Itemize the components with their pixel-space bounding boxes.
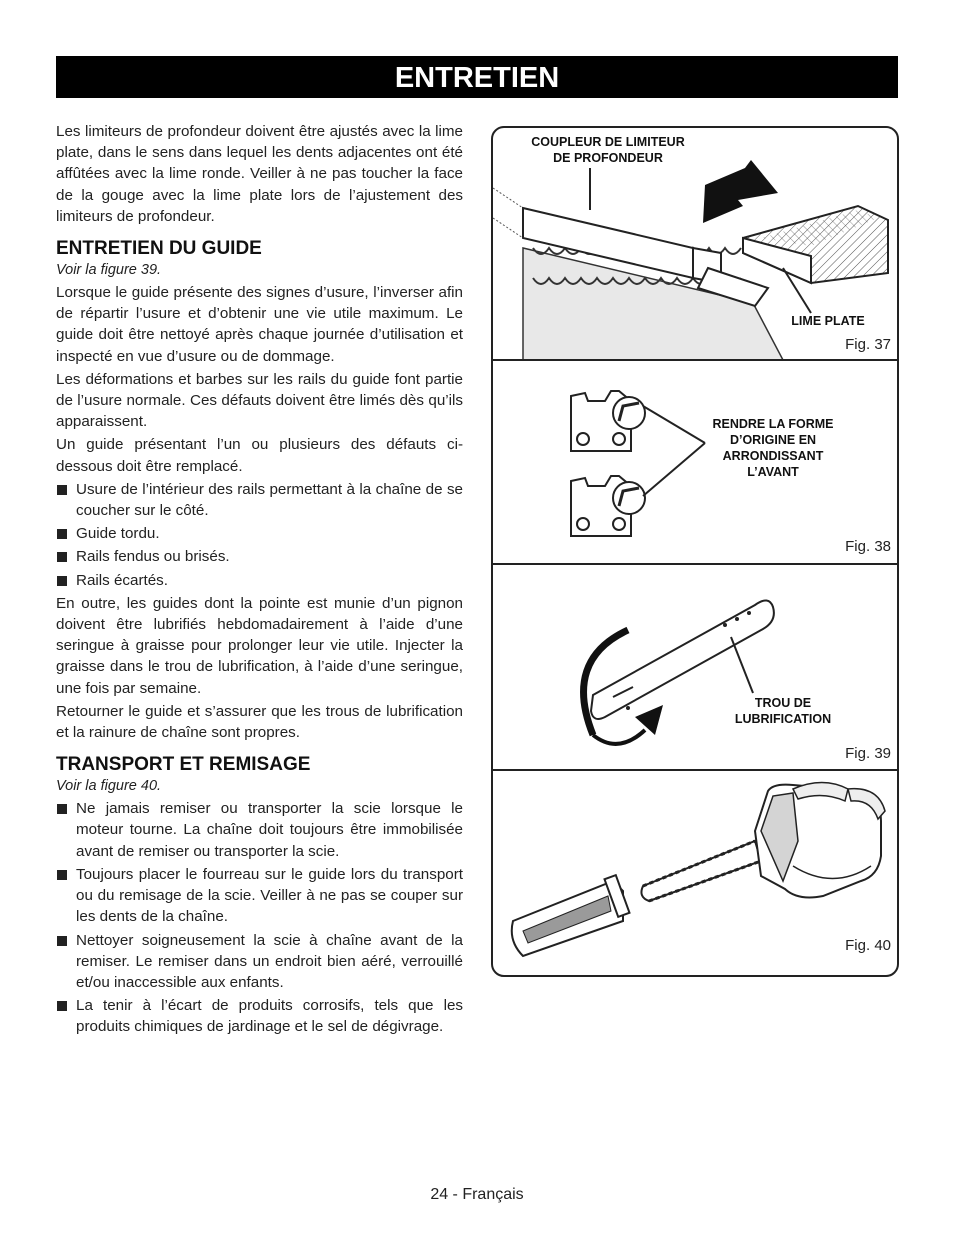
figure-38 [493, 361, 897, 564]
flat-file-label: LIME PLATE [791, 314, 865, 328]
transport-heading: TRANSPORT ET REMISAGE [56, 754, 311, 776]
bullet-square-icon [57, 552, 67, 562]
figure-37 [493, 128, 897, 360]
fig38-caption: Fig. 38 [845, 538, 891, 555]
bullet-square-icon [57, 870, 67, 880]
fig40-caption: Fig. 40 [845, 937, 891, 954]
intro-paragraph: Les limiteurs de profondeur doivent être ajustés avec la lime plate, dans le sens dans lequel les dents adjacentes ont été affûtées avec la lime ronde. Veiller à ne pas toucher la face de la gouge avec la lime plate lors de l’ajustement des limiteurs de profondeur. [56, 123, 463, 225]
guide-heading: ENTRETIEN DU GUIDE [56, 238, 262, 260]
bullet-square-icon [57, 529, 67, 539]
guide-bar-flip-illustration [493, 565, 897, 770]
guide-paragraph-3: Un guide présentant l’un ou plusieurs des défauts ci-dessous doit être remplacé. [56, 436, 463, 475]
bullet-square-icon [57, 936, 67, 946]
guide-paragraph-2: Les déformations et barbes sur les rails du guide font partie de l’usure normale. Ces défauts doivent être limés dès qu’ils apparaissent. [56, 370, 463, 431]
guide-figure-ref: Voir la figure 39. [56, 262, 162, 279]
transport-list [56, 798, 463, 1037]
coupler-label: COUPLEUR DE LIMITEUR DE PROFONDEUR [531, 135, 685, 165]
guide-defect-list [56, 479, 463, 591]
fig39-caption: Fig. 39 [845, 745, 891, 762]
figure-40 [493, 771, 897, 975]
list-item: Rails fendus ou brisés. [56, 546, 463, 567]
text-column [56, 121, 463, 1040]
list-item: Guide tordu. [56, 523, 463, 544]
bullet-square-icon [57, 576, 67, 586]
list-item: Toujours placer le fourreau sur le guide lors du transport ou du remisage de la scie. Veiller à ne pas se couper sur les dents de la chaîne. [56, 864, 463, 928]
bullet-square-icon [57, 1001, 67, 1011]
guide-paragraph-4: En outre, les guides dont la pointe est munie d’un pignon doivent être lubrifiés hebdomadairement à l’aide d’une seringue à graisse pour prolonger leur vie utile. Injecter la graisse dans le trou de lubrification, à l’aide d’une seringue, une fois par semaine. [56, 594, 463, 697]
reshape-label: RENDRE LA FORME D’ORIGINE EN ARRONDISSANT L’AVANT [712, 417, 834, 479]
figures-panel [491, 126, 899, 977]
section-title: ENTRETIEN [56, 56, 898, 98]
guide-paragraph-1: Lorsque le guide présente des signes d’usure, l’inverser afin de répartir l’usure et d’obtenir une vie utile maximum. Le guide doit être nettoyé après chaque journée d’utilisation et inspecté en vue d’usure ou de dommage. [56, 284, 463, 365]
figure-39 [493, 565, 897, 770]
transport-figure-ref: Voir la figure 40. [56, 778, 162, 795]
list-item: Rails écartés. [56, 570, 463, 591]
page-footer: 24 - Français [430, 1186, 524, 1203]
list-item: La tenir à l’écart de produits corrosifs, tels que les produits chimiques de jardinage et le sel de dégivrage. [56, 995, 463, 1037]
list-item: Usure de l’intérieur des rails permettant à la chaîne de se coucher sur le côté. [56, 479, 463, 521]
lubrication-hole-label: TROU DE LUBRIFICATION [734, 696, 832, 726]
chainsaw-scabbard-illustration [493, 771, 897, 975]
list-item: Nettoyer soigneusement la scie à chaîne avant de la remiser. Le remiser dans un endroit bien aéré, verrouillé et/ou inaccessible aux enfants. [56, 930, 463, 994]
guide-paragraph-5: Retourner le guide et s’assurer que les trous de lubrification et la rainure de chaîne sont propres. [56, 702, 463, 742]
bullet-square-icon [57, 485, 67, 495]
bullet-square-icon [57, 804, 67, 814]
fig37-caption: Fig. 37 [845, 336, 891, 353]
list-item: Ne jamais remiser ou transporter la scie lorsque le moteur tourne. La chaîne doit toujours être immobilisée avant de remiser ou transporter la scie. [56, 798, 463, 862]
